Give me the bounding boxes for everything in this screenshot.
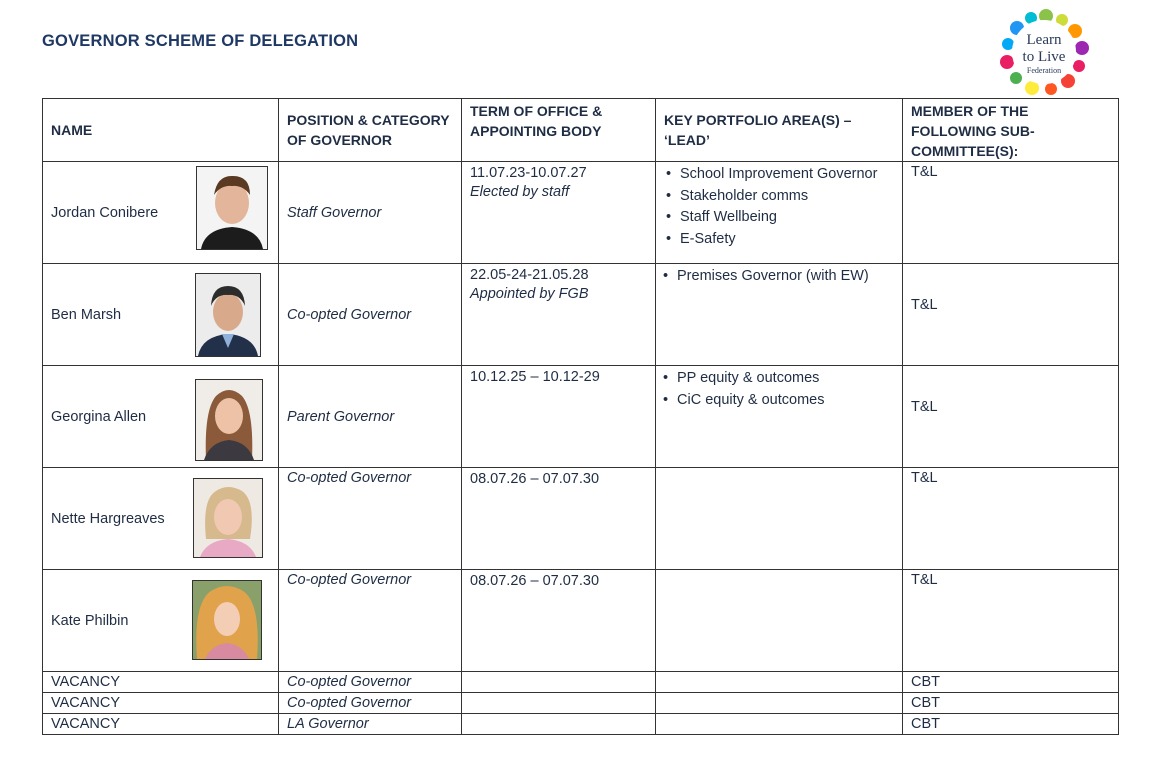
position-cell: Co-opted Governor (279, 468, 462, 570)
portfolio-cell (656, 366, 903, 468)
governor-photo (195, 273, 261, 357)
subcommittee-cell: CBT (903, 672, 1119, 693)
portfolio-cell (656, 468, 903, 570)
table-row (43, 714, 1119, 735)
portfolio-item: • PP equity & outcomes (677, 368, 894, 390)
portfolio-cell (656, 264, 903, 366)
term-cell (462, 672, 656, 693)
table-row (43, 693, 1119, 714)
governor-name: Nette Hargreaves (51, 511, 165, 527)
position-cell: Co-opted Governor (279, 570, 462, 672)
subcommittee-cell: T&L (903, 264, 1119, 366)
name-cell (43, 264, 279, 366)
name-cell (43, 162, 279, 264)
governor-name: VACANCY (43, 672, 279, 693)
governor-name: VACANCY (43, 693, 279, 714)
governor-name: Georgina Allen (51, 409, 147, 425)
governor-photo (192, 580, 262, 660)
term-dates: 08.07.26 – 07.07.30 (470, 471, 600, 487)
page-title: GOVERNOR SCHEME OF DELEGATION (42, 32, 359, 50)
term-dates: 10.12.25 – 10.12-29 (470, 369, 600, 385)
term-dates: 11.07.23-10.07.27 (470, 165, 587, 181)
appointing-body: Elected by staff (470, 184, 570, 200)
position-cell: LA Governor (279, 714, 462, 735)
governor-name: Kate Philbin (51, 613, 129, 629)
portfolio-cell (656, 570, 903, 672)
position-cell: Co-opted Governor (279, 264, 462, 366)
appointing-body: Appointed by FGB (470, 286, 589, 302)
governor-name: Ben Marsh (51, 307, 122, 323)
position-cell: Co-opted Governor (279, 672, 462, 693)
table-row (43, 264, 1119, 366)
table-row (43, 570, 1119, 672)
table-row (43, 672, 1119, 693)
term-cell (462, 693, 656, 714)
name-cell (43, 468, 279, 570)
term-cell (462, 162, 656, 264)
portfolio-cell (656, 162, 903, 264)
name-cell (43, 570, 279, 672)
term-cell (462, 468, 656, 570)
portfolio-item: • CiC equity & outcomes (677, 390, 894, 412)
portfolio-cell (656, 672, 903, 693)
term-dates: 08.07.26 – 07.07.30 (470, 573, 600, 589)
federation-logo (996, 6, 1096, 100)
table-header-row (43, 99, 1119, 162)
governor-photo (193, 478, 263, 558)
term-cell (462, 714, 656, 735)
table-row (43, 366, 1119, 468)
governor-table (42, 98, 1119, 735)
portfolio-cell (656, 693, 903, 714)
governor-photo (195, 379, 263, 461)
table-row (43, 468, 1119, 570)
term-dates: 22.05-24-21.05.28 (470, 267, 589, 283)
term-cell (462, 570, 656, 672)
portfolio-cell (656, 714, 903, 735)
governor-photo (196, 166, 268, 250)
portfolio-item: • Staff Wellbeing (680, 207, 894, 229)
logo-text-federation: Federation (1026, 66, 1062, 75)
header-term: TERM OF OFFICE & APPOINTING BODY (462, 99, 656, 162)
logo-text-learn: Learn (1026, 32, 1062, 48)
name-cell (43, 366, 279, 468)
header-portfolio: KEY PORTFOLIO AREA(S) – ‘LEAD’ (656, 99, 903, 162)
governor-name: Jordan Conibere (51, 204, 159, 221)
position-cell: Staff Governor (279, 162, 462, 264)
header-subcommittee: MEMBER OF THE FOLLOWING SUB-COMMITTEE(S): (903, 99, 1119, 162)
term-cell (462, 264, 656, 366)
governor-name: VACANCY (43, 714, 279, 735)
header-position: POSITION & CATEGORY OF GOVERNOR (279, 99, 462, 162)
portfolio-item: • Premises Governor (with EW) (677, 266, 894, 288)
subcommittee-cell: T&L (903, 366, 1119, 468)
portfolio-item: • Stakeholder comms (680, 186, 894, 208)
subcommittee-cell: T&L (903, 468, 1119, 570)
table-row (43, 162, 1119, 264)
term-cell (462, 366, 656, 468)
position-cell: Parent Governor (279, 366, 462, 468)
subcommittee-cell: T&L (903, 162, 1119, 264)
position-cell: Co-opted Governor (279, 693, 462, 714)
portfolio-item: • School Improvement Governor (680, 164, 894, 186)
subcommittee-cell: CBT (903, 714, 1119, 735)
subcommittee-cell: T&L (903, 570, 1119, 672)
header-name: NAME (43, 99, 279, 162)
portfolio-item: • E-Safety (680, 229, 894, 251)
subcommittee-cell: CBT (903, 693, 1119, 714)
logo-text-to-live: to Live (1022, 49, 1066, 65)
